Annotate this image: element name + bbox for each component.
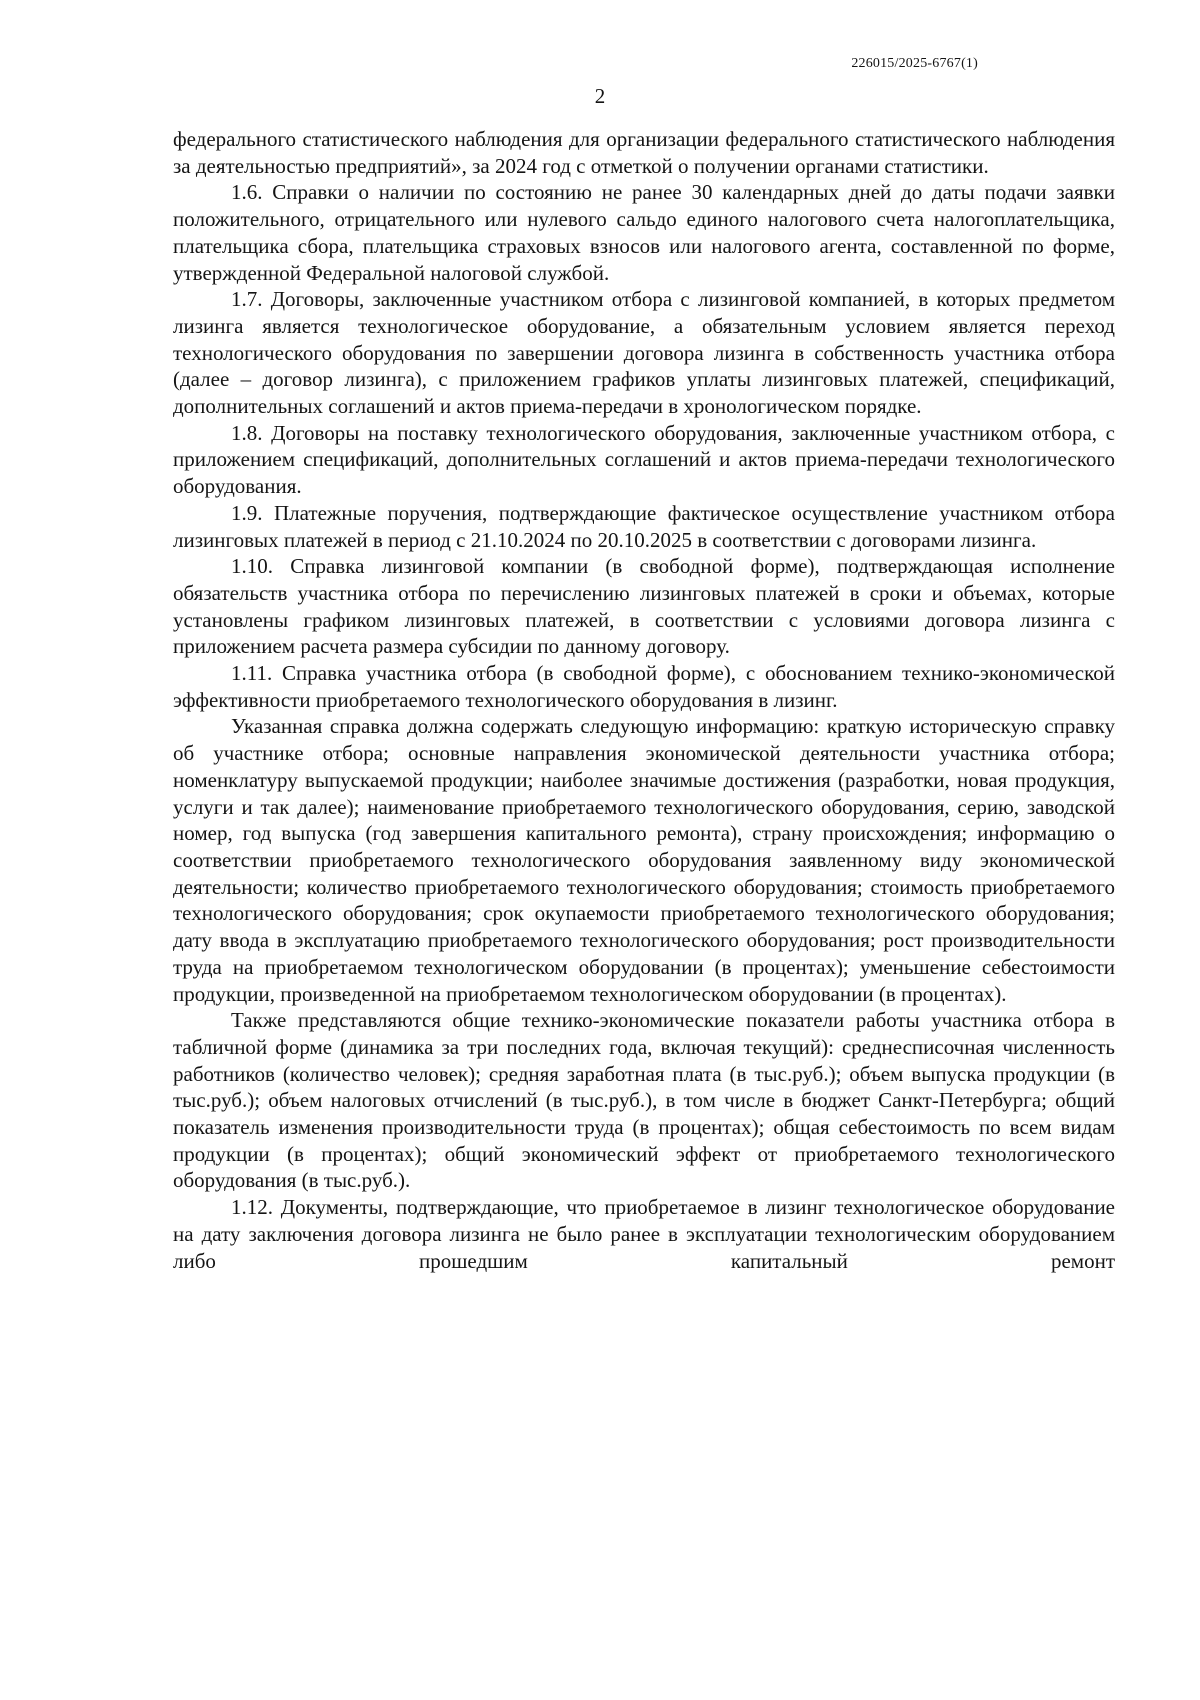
paragraph-indicators: Также представляются общие технико-экономические показатели работы участника отбора в табличной форме (динамика за три последних года, включая текущий): среднесписочная численность работников (количество человек); средняя заработная плата (в тыс.руб.); объем выпуска продукции (в тыс.руб.); объем налоговых отчислений (в тыс.руб.), в том числе в бюджет Санкт-Петербурга; общий показатель изменения производительности труда (в процентах); общая себестоимость по всем видам продукции (в процентах); общий экономический эффект от приобретаемого технологического оборудования (в тыс.руб.).: [173, 1008, 1115, 1193]
paragraph-1-6: 1.6. Справки о наличии по состоянию не ранее 30 календарных дней до даты подачи заявки положительного, отрицательного или нулевого сальдо единого налогового счета налогоплательщика, плательщика сбора, плательщика страховых взносов или налогового агента, составленной по форме, утвержденной Федеральной налоговой службой.: [173, 180, 1115, 285]
paragraph-1-8: 1.8. Договоры на поставку технологического оборудования, заключенные участником отбора, с приложением спецификаций, дополнительных соглашений и актов приема-передачи технологического оборудования.: [173, 420, 1115, 499]
paragraph-1-7: 1.7. Договоры, заключенные участником отбора с лизинговой компанией, в которых предметом лизинга является технологическое оборудование, а обязательным условием является переход технологического оборудования по завершении договора лизинга в собственность участника отбора (далее – договор лизинга), с приложением графиков уплаты лизинговых платежей, спецификаций, дополнительных соглашений и актов приема-передачи в хронологическом порядке.: [173, 287, 1115, 419]
paragraph-reference-content: Указанная справка должна содержать следующую информацию: краткую историческую справку об участнике отбора; основные направления экономической деятельности участника отбора; номенклатуру выпускаемой продукции; наиболее значимые достижения (разработки, новая продукция, услуги и так далее); наименование приобретаемого технологического оборудования, серию, заводской номер, год выпуска (год завершения капитального ремонта), страну происхождения; информацию о соответствии приобретаемого технологического оборудования заявленному виду экономической деятельности; количество приобретаемого технологического оборудования; стоимость приобретаемого технологического оборудования; срок окупаемости приобретаемого технологического оборудования; дату ввода в эксплуатацию приобретаемого технологического оборудования; рост производительности труда на приобретаемом технологическом оборудовании (в процентах); уменьшение себестоимости продукции, произведенной на приобретаемом технологическом оборудовании (в процентах).: [173, 714, 1115, 1006]
paragraph-1-12: 1.12. Документы, подтверждающие, что приобретаемое в лизинг технологическое оборудование на дату заключения договора лизинга не было ранее в эксплуатации технологическим оборудованием либо прошедшим капитальный ремонт: [173, 1195, 1115, 1273]
paragraph-continuation: федерального статистического наблюдения для организации федерального статистического наблюдения за деятельностью предприятий», за 2024 год с отметкой о получении органами статистики.: [173, 127, 1115, 178]
paragraph-1-11: 1.11. Справка участника отбора (в свободной форме), с обоснованием технико-экономической эффективности приобретаемого технологического оборудования в лизинг.: [173, 661, 1115, 712]
document-body: [173, 126, 1115, 1274]
paragraph-1-10: 1.10. Справка лизинговой компании (в свободной форме), подтверждающая исполнение обязательств участника отбора по перечислению лизинговых платежей в сроки и объемах, которые установлены графиком лизинговых платежей, в соответствии с условиями договора лизинга с приложением расчета размера субсидии по данному договору.: [173, 554, 1115, 659]
document-registration-number: 226015/2025-6767(1): [851, 56, 978, 71]
page-number: 2: [594, 84, 606, 108]
paragraph-1-9: 1.9. Платежные поручения, подтверждающие фактическое осуществление участником отбора лизинговых платежей в период с 21.10.2024 по 20.10.2025 в соответствии с договорами лизинга.: [173, 500, 1115, 552]
